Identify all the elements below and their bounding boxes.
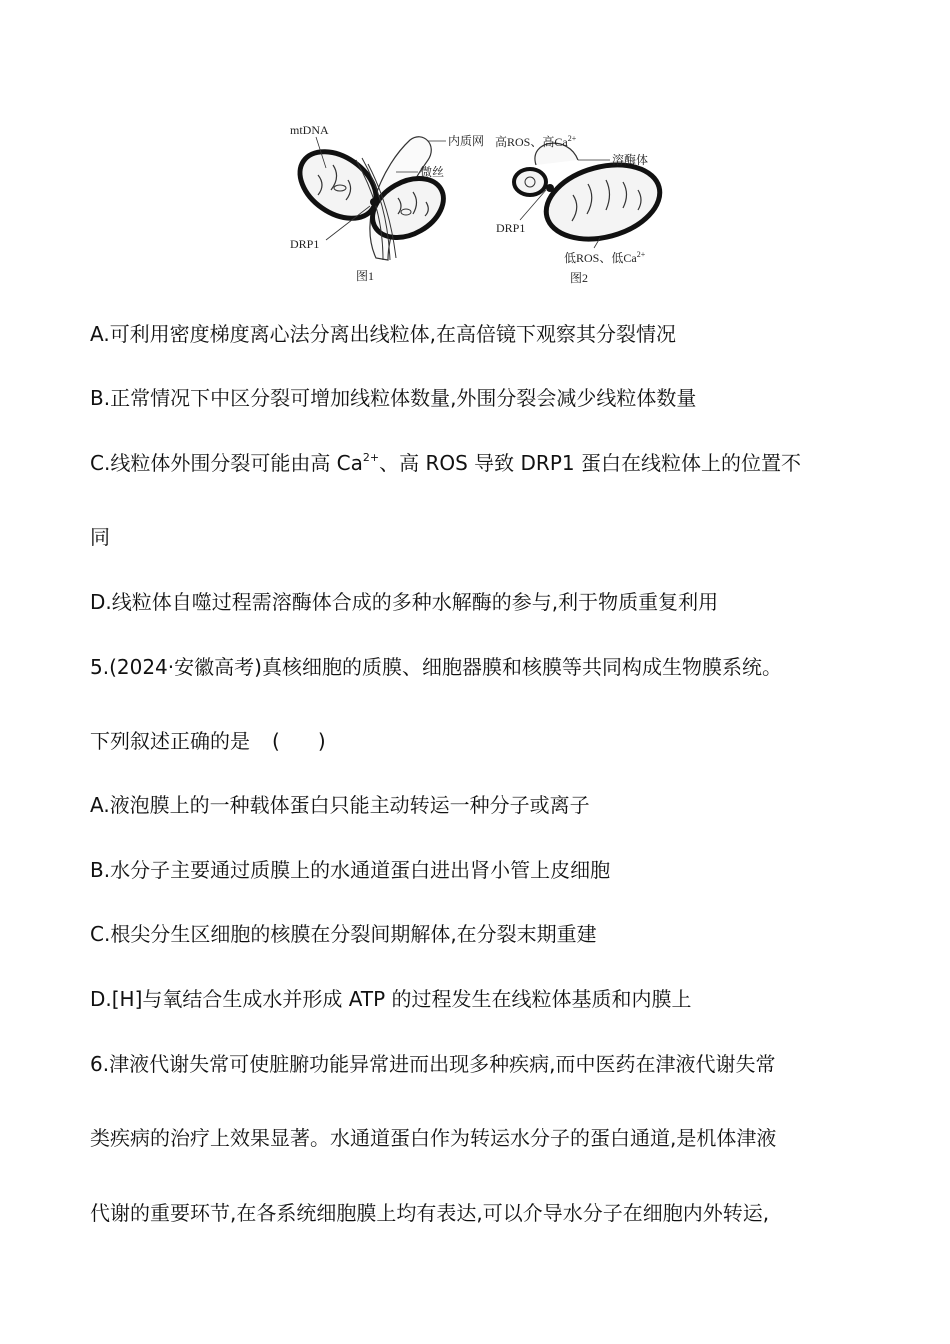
answer-bracket: ( ) [272,729,326,753]
q4-option-c-continued: 同 [90,525,110,549]
figure-1-illustration [288,123,484,283]
q5-stem-line2: 下列叙述正确的是 ( ) [90,729,326,753]
fig2-label-lysosome: 溶酶体 [612,153,649,167]
fig2-label-low: 低ROS、低$Ca^{2+}$ [564,250,646,265]
q6-line1: 6.津液代谢失常可使脏腑功能异常进而出现多种疾病,而中医药在津液代谢失常 [90,1052,776,1076]
fig2-label-drp1: DRP1 [496,221,526,235]
fig1-label-er: 内质网 [448,134,485,148]
fig2-caption: 图2 [570,271,589,285]
q6-line3: 代谢的重要环节,在各系统细胞膜上均有表达,可以介导水分子在细胞内外转运, [90,1201,770,1225]
q4-option-b: B.正常情况下中区分裂可增加线粒体数量,外围分裂会减少线粒体数量 [90,386,697,410]
drp1-ring [370,198,378,206]
q4-option-a: A.可利用密度梯度离心法分离出线粒体,在高倍镜下观察其分裂情况 [90,322,677,346]
fig2-label-high: 高ROS、高$Ca^{2+}$ [495,134,577,149]
figure-2-illustration [495,134,668,285]
mitochondrion-large-body [538,153,668,251]
q5-stem-line1: 5.(2024·安徽高考)真核细胞的质膜、细胞器膜和核膜等共同构成生物膜系统。 [90,655,782,679]
q4-option-d: D.线粒体自噬过程需溶酶体合成的多种水解酶的参与,利于物质重复利用 [90,590,719,614]
q4-option-c: C.线粒体外围分裂可能由高 $Ca^{2+}$、高 ROS 导致 DRP1 蛋白在线粒体上的位置不 [90,451,801,475]
mitochondrion-small-bud [514,169,546,195]
fig1-label-mtdna: mtDNA [290,123,329,137]
fig1-label-drp1: DRP1 [290,237,320,251]
mitochondria-figure [288,120,668,295]
q5-option-d: D.[H]与氧结合生成水并形成 ATP 的过程发生在线粒体基质和内膜上 [90,987,692,1011]
fig1-label-microfilament: 微丝 [420,165,445,179]
fig2-drp1-ring [546,184,554,192]
q6-line2: 类疾病的治疗上效果显著。水通道蛋白作为转运水分子的蛋白通道,是机体津液 [90,1126,777,1150]
fig1-caption: 图1 [356,269,375,283]
q5-option-b: B.水分子主要通过质膜上的水通道蛋白进出肾小管上皮细胞 [90,858,611,882]
q5-option-a: A.液泡膜上的一种载体蛋白只能主动转运一种分子或离子 [90,793,590,817]
q5-option-c: C.根尖分生区细胞的核膜在分裂间期解体,在分裂末期重建 [90,922,597,946]
